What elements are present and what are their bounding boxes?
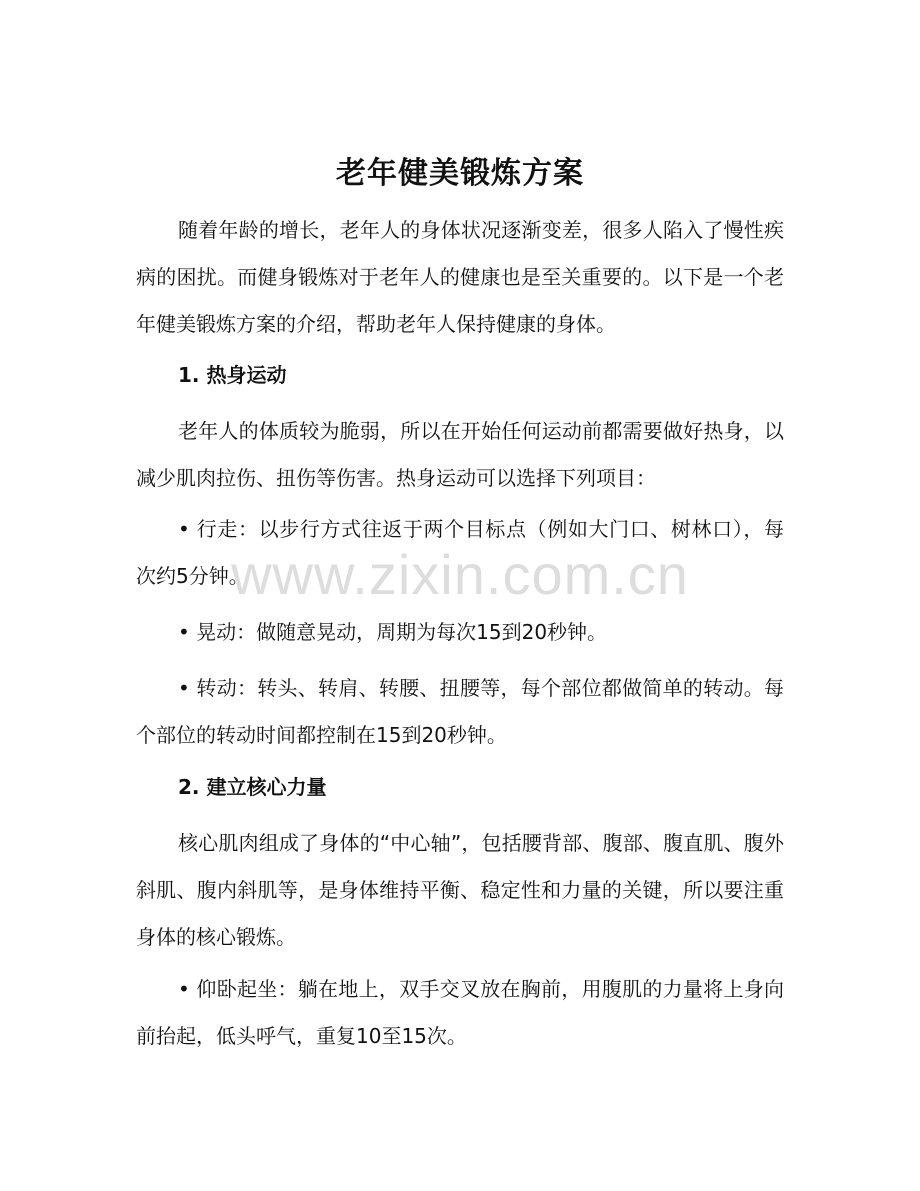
watermark: www.zixin.com.cn — [231, 543, 689, 606]
bullet-walking: • 行走：以步行方式往返于两个目标点（例如大门口、树林口），每次约5分钟。 — [136, 517, 784, 588]
section-heading-core: 2. 建立核心力量 — [178, 775, 327, 799]
core-paragraph: 核心肌肉组成了身体的“中心轴”，包括腰背部、腹部、腹直肌、腹外斜肌、腹内斜肌等，是身体维持平衡、稳定性和力量的关键，所以要注重身体的核心锻炼。 — [136, 831, 784, 949]
bullet-swaying: • 晃动：做随意晃动，周期为每次15到20秒钟。 — [178, 620, 608, 644]
warmup-paragraph: 老年人的体质较为脆弱，所以在开始任何运动前都需要做好热身，以减少肌肉拉伤、扭伤等伤害。热身运动可以选择下列项目： — [136, 419, 784, 490]
bullet-rotation: • 转动：转头、转肩、转腰、扭腰等，每个部位都做简单的转动。每个部位的转动时间都控制在15到20秒钟。 — [136, 676, 784, 747]
bullet-situps: • 仰卧起坐：躺在地上，双手交叉放在胸前，用腹肌的力量将上身向前抬起，低头呼气，重复10至15次。 — [136, 977, 784, 1048]
document-title: 老年健美锻炼方案 — [336, 156, 584, 191]
section-heading-warmup: 1. 热身运动 — [178, 363, 287, 387]
intro-paragraph: 随着年龄的增长，老年人的身体状况逐渐变差，很多人陷入了慢性疾病的困扰。而健身锻炼对于老年人的健康也是至关重要的。以下是一个老年健美锻炼方案的介绍，帮助老年人保持健康的身体。 — [136, 218, 784, 336]
